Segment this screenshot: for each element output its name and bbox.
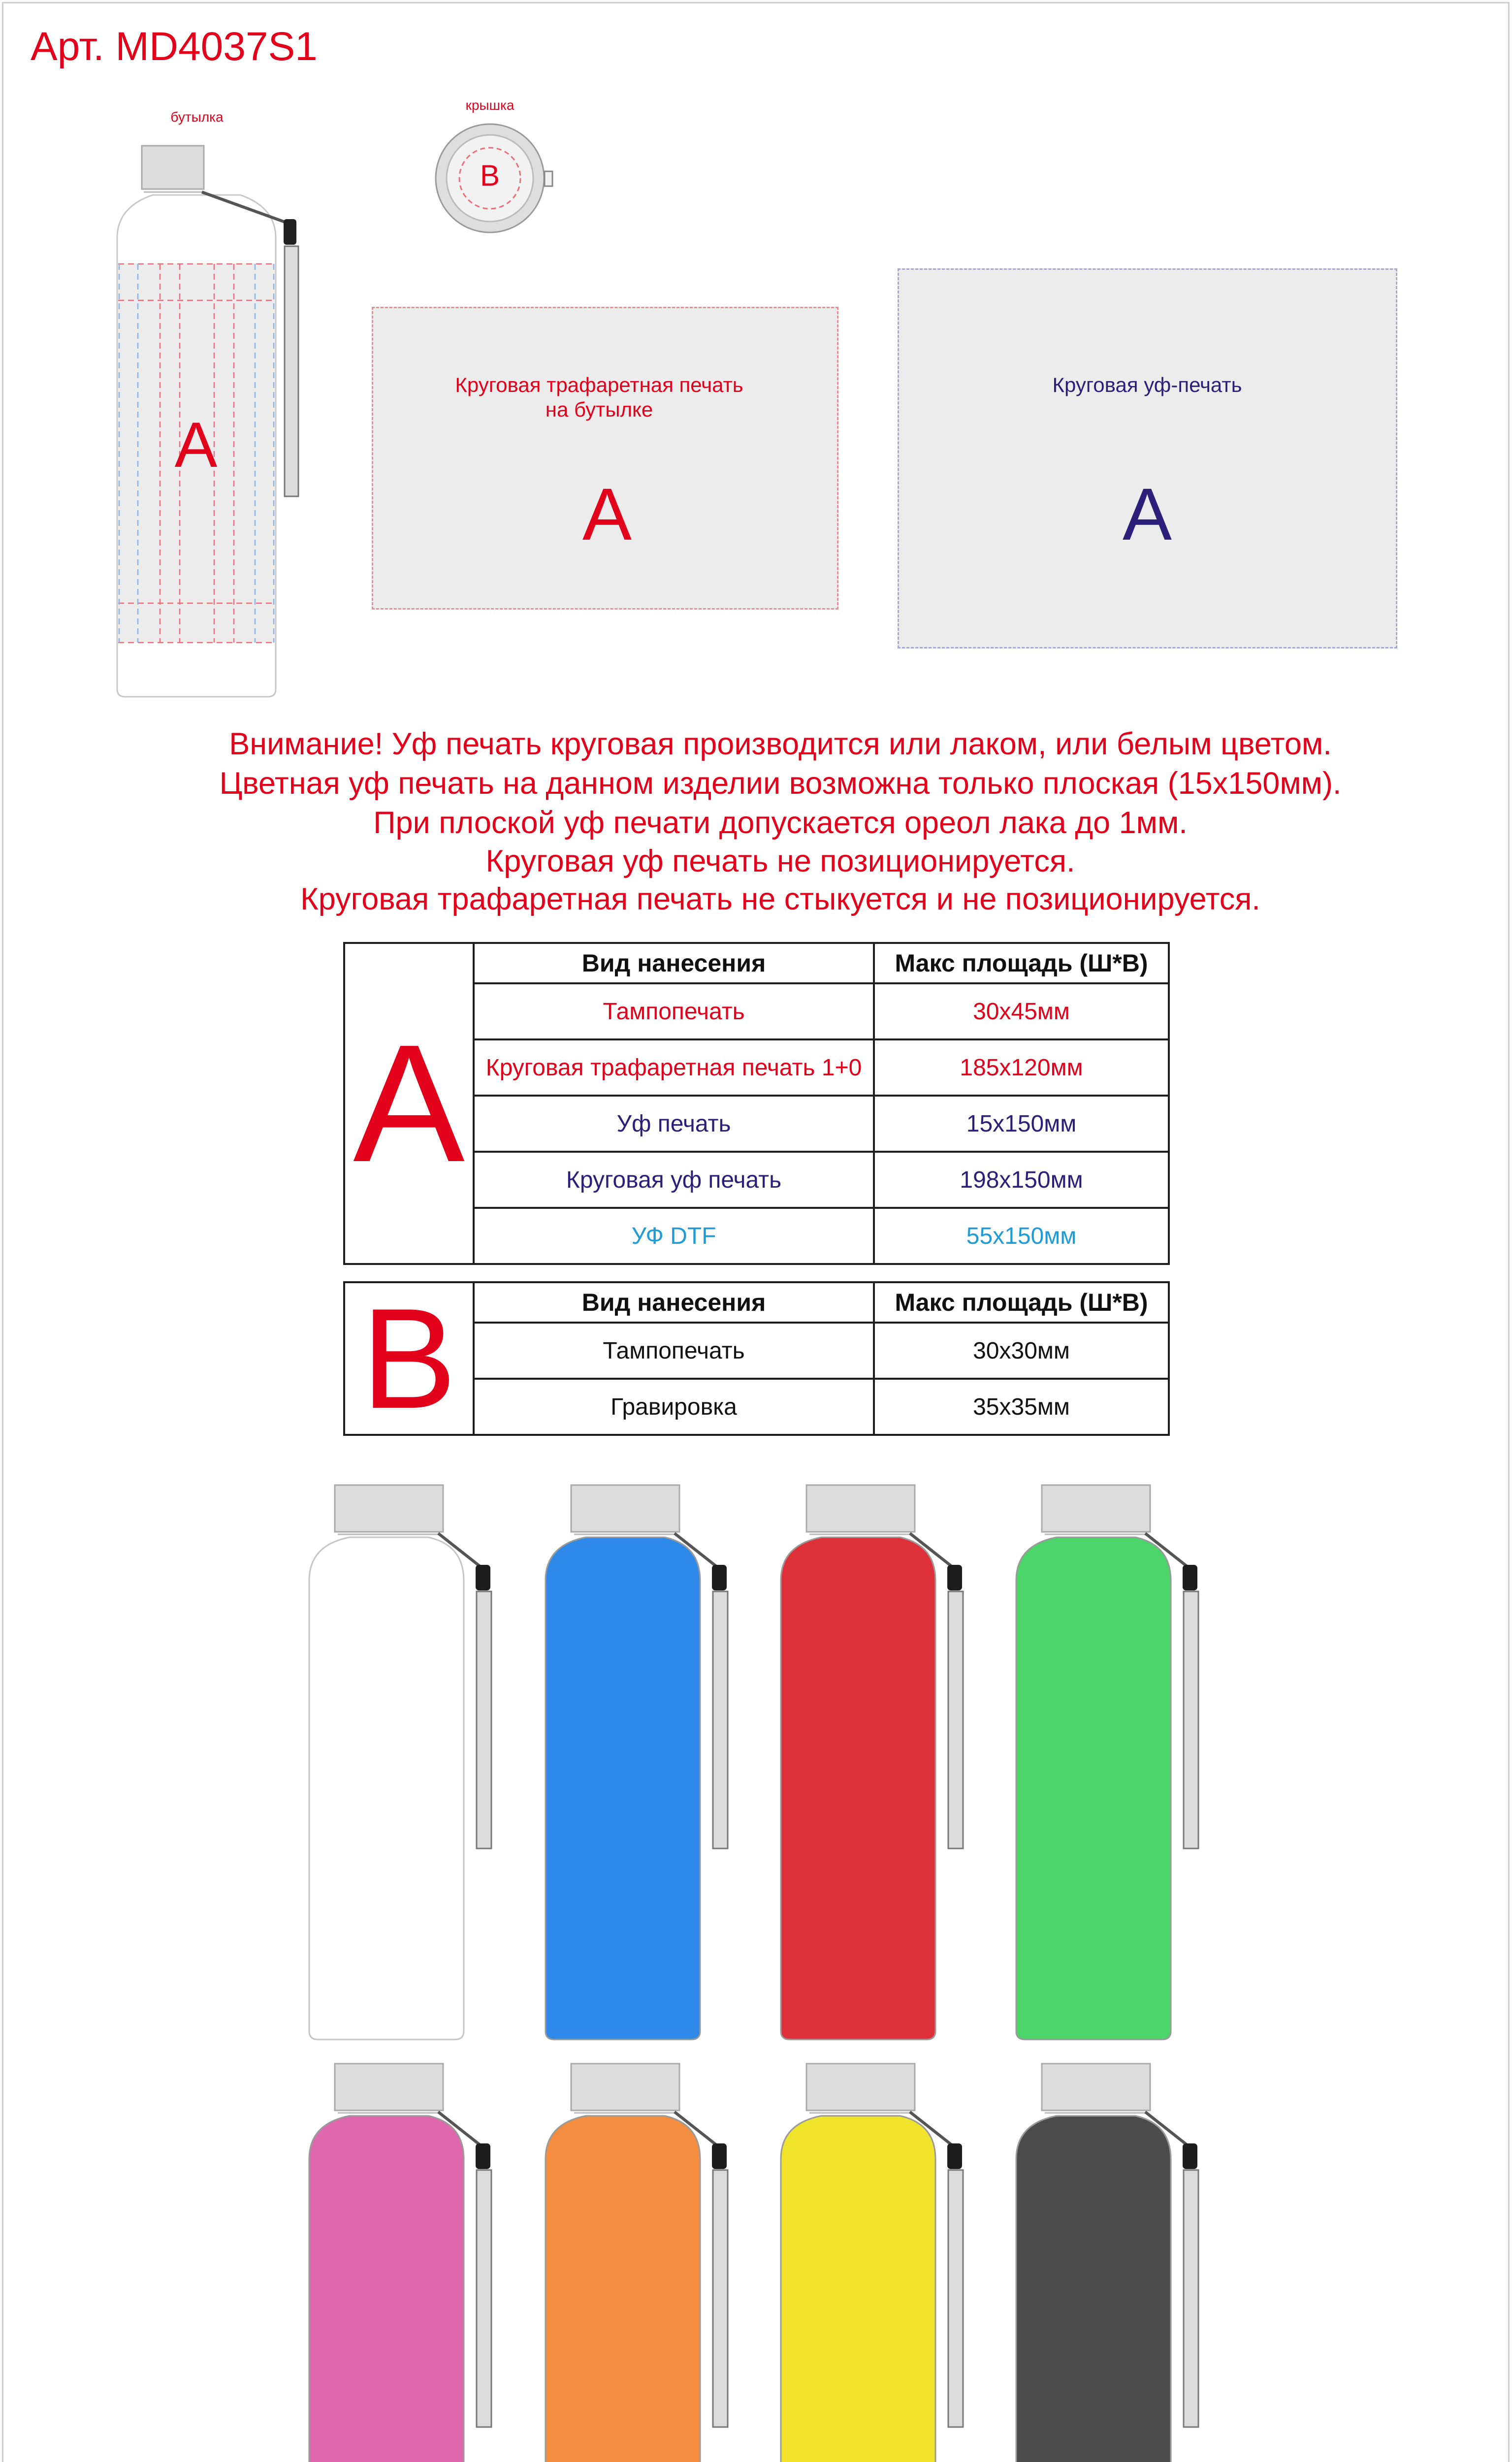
- area-cell: 15х150мм: [874, 1096, 1169, 1152]
- lid-label: крышка: [465, 97, 515, 113]
- area-cell: 55х150мм: [874, 1208, 1169, 1264]
- area-cell: 185х120мм: [874, 1039, 1169, 1096]
- area-cell: 30х45мм: [874, 983, 1169, 1039]
- method-cell: Круговая трафаретная печать 1+0: [474, 1039, 874, 1096]
- method-cell: Гравировка: [474, 1379, 874, 1435]
- table-header-area: Макс площадь (Ш*В): [874, 1282, 1169, 1323]
- uv-print-area: [898, 268, 1397, 648]
- area-cell: 35х35мм: [874, 1379, 1169, 1435]
- method-cell: Тампопечать: [474, 983, 874, 1039]
- bottle-label: бутылка: [170, 109, 224, 125]
- table-header-area: Макс площадь (Ш*В): [874, 943, 1169, 983]
- screen-print-area-letter: A: [582, 473, 632, 555]
- method-cell: Тампопечать: [474, 1323, 874, 1379]
- zone-b-method-table: [343, 1281, 1170, 1436]
- zone-b-table-letter: B: [344, 1282, 474, 1435]
- zone-a-table-letter: A: [344, 943, 474, 1264]
- zone-a-method-table: [343, 942, 1170, 1265]
- bottle-zone-a-letter: A: [174, 409, 218, 481]
- method-cell: УФ DTF: [474, 1208, 874, 1264]
- warning-line: Цветная уф печать на данном изделии возможна только плоская (15х150мм).: [219, 766, 1342, 801]
- table-header-method: Вид нанесения: [474, 943, 874, 983]
- article-title: Арт. MD4037S1: [31, 24, 318, 69]
- warning-line: Круговая уф печать не позиционируется.: [485, 844, 1075, 878]
- warning-line: При плоской уф печати допускается ореол лака до 1мм.: [373, 806, 1188, 840]
- area-cell: 198х150мм: [874, 1152, 1169, 1208]
- method-cell: Уф печать: [474, 1096, 874, 1152]
- warning-line: Внимание! Уф печать круговая производится или лаком, или белым цветом.: [229, 727, 1332, 761]
- lid-zone-b-letter: B: [480, 159, 500, 192]
- screen-print-title-line2: на бутылке: [545, 398, 653, 421]
- screen-print-area: [372, 307, 838, 610]
- area-cell: 30х30мм: [874, 1323, 1169, 1379]
- warning-line: Круговая трафаретная печать не стыкуется и не позиционируется.: [300, 882, 1260, 916]
- screen-print-title-line1: Круговая трафаретная печать: [455, 373, 743, 396]
- uv-print-area-letter: A: [1122, 473, 1172, 555]
- method-cell: Круговая уф печать: [474, 1152, 874, 1208]
- uv-print-title: Круговая уф-печать: [1052, 373, 1242, 396]
- table-header-method: Вид нанесения: [474, 1282, 874, 1323]
